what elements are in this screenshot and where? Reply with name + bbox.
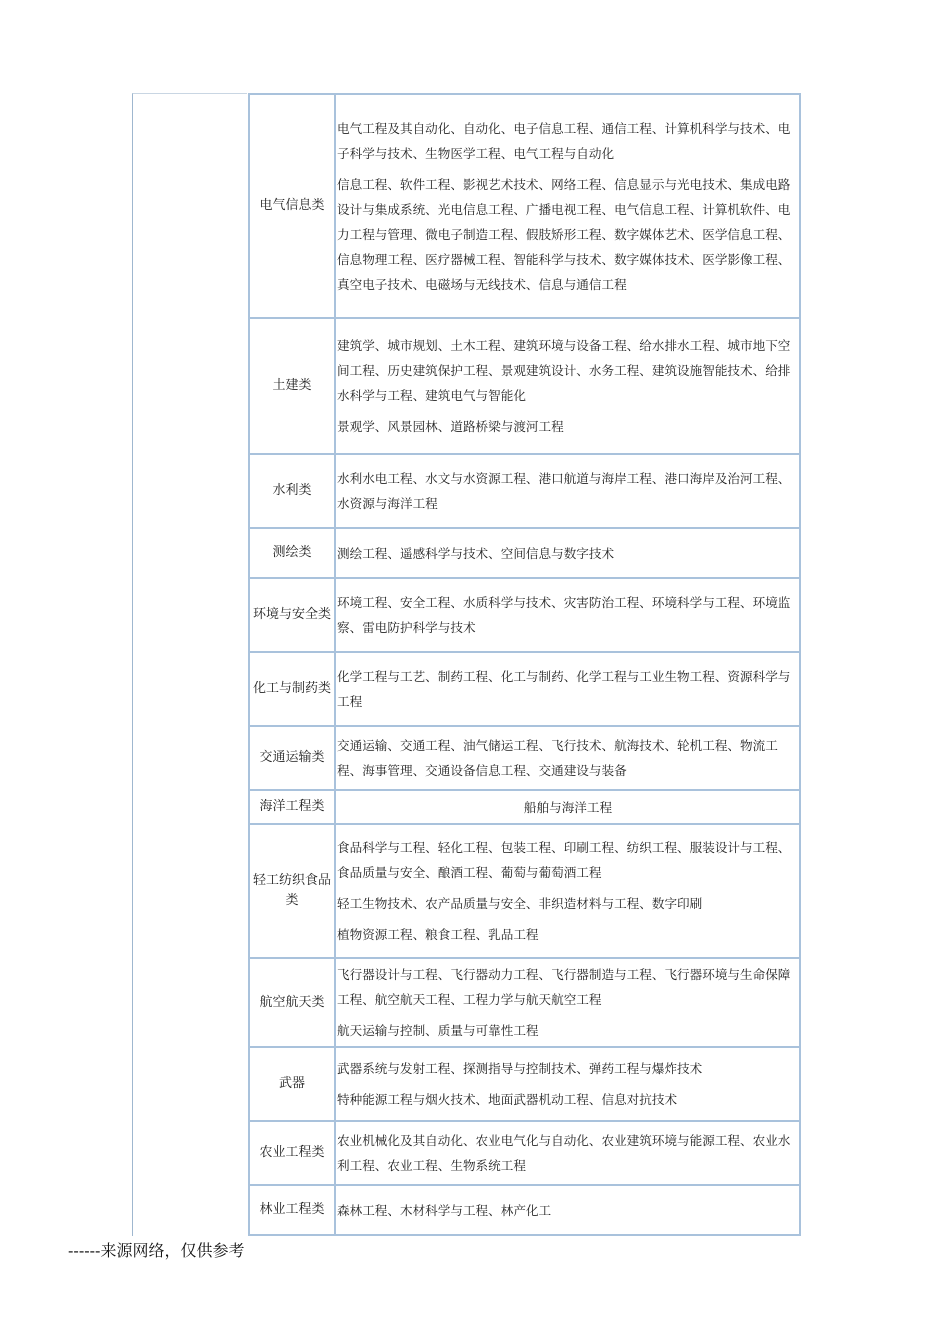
category-cell: 测绘类 bbox=[249, 528, 335, 578]
majors-line: 测绘工程、遥感科学与技术、空间信息与数字技术 bbox=[337, 545, 615, 561]
table-row bbox=[249, 94, 800, 318]
majors-cell bbox=[335, 578, 800, 652]
table-row bbox=[249, 454, 800, 528]
table-row bbox=[249, 578, 800, 652]
category-cell: 水利类 bbox=[249, 454, 335, 528]
table-row bbox=[249, 824, 800, 958]
majors-line: 航天运输与控制、质量与可靠性工程 bbox=[337, 1023, 539, 1038]
table-row bbox=[249, 726, 800, 790]
table-row bbox=[249, 318, 800, 454]
majors-cell bbox=[335, 94, 800, 318]
majors-line: 建筑学、城市规划、土木工程、建筑环境与设备工程、给水排水工程、城市地下空间工程、历史建筑保护工程、景观建筑设计、水务工程、建筑设施智能技术、给排水科学与工程、建筑电气与智能化 bbox=[337, 338, 791, 403]
category-cell: 轻工纺织食品类 bbox=[249, 824, 335, 958]
majors-line: 森林工程、木材科学与工程、林产化工 bbox=[337, 1202, 552, 1218]
majors-line: 化学工程与工艺、制药工程、化工与制药、化学工程与工业生物工程、资源科学与工程 bbox=[337, 669, 791, 709]
majors-line: 武器系统与发射工程、探测指导与控制技术、弹药工程与爆炸技术 bbox=[337, 1061, 703, 1076]
category-cell: 林业工程类 bbox=[249, 1185, 335, 1235]
category-cell: 武器 bbox=[249, 1047, 335, 1121]
table-row bbox=[249, 652, 800, 726]
majors-cell bbox=[335, 318, 800, 454]
table-row bbox=[249, 528, 800, 578]
majors-line: 植物资源工程、粮食工程、乳品工程 bbox=[337, 927, 539, 942]
majors-cell bbox=[335, 1185, 800, 1235]
category-cell: 土建类 bbox=[249, 318, 335, 454]
category-cell: 航空航天类 bbox=[249, 958, 335, 1047]
majors-line: 船舶与海洋工程 bbox=[523, 799, 613, 815]
majors-cell bbox=[335, 1121, 800, 1185]
table-row bbox=[249, 1121, 800, 1185]
table-row bbox=[249, 1185, 800, 1235]
category-cell: 交通运输类 bbox=[249, 726, 335, 790]
majors-line: 水利水电工程、水文与水资源工程、港口航道与海岸工程、港口海岸及治河工程、水资源与海洋工程 bbox=[337, 471, 791, 511]
majors-cell bbox=[335, 726, 800, 790]
majors-cell bbox=[335, 528, 800, 578]
left-merged-column bbox=[132, 93, 247, 1236]
majors-line: 信息工程、软件工程、影视艺术技术、网络工程、信息显示与光电技术、集成电路设计与集成系统、光电信息工程、广播电视工程、电气信息工程、计算机软件、电力工程与管理、微电子制造工程、假肢矫形工程、数字媒体艺术、医学信息工程、信息物理工程、医疗器械工程、智能科学与技术、数字媒体技术、医学影像工程、真空电子技术、电磁场与无线技术、信息与通信工程 bbox=[337, 177, 791, 292]
majors-line: 食品科学与工程、轻化工程、包装工程、印刷工程、纺织工程、服装设计与工程、食品质量与安全、酿酒工程、葡萄与葡萄酒工程 bbox=[337, 840, 791, 880]
majors-line: 环境工程、安全工程、水质科学与技术、灾害防治工程、环境科学与工程、环境监察、雷电防护科学与技术 bbox=[337, 595, 791, 635]
table-row bbox=[249, 790, 800, 824]
category-cell: 电气信息类 bbox=[249, 94, 335, 318]
majors-cell bbox=[335, 652, 800, 726]
majors-line: 电气工程及其自动化、自动化、电子信息工程、通信工程、计算机科学与技术、电子科学与技术、生物医学工程、电气工程与自动化 bbox=[337, 121, 791, 161]
majors-cell bbox=[335, 790, 800, 824]
majors-line: 飞行器设计与工程、飞行器动力工程、飞行器制造与工程、飞行器环境与生命保障工程、航空航天工程、工程力学与航天航空工程 bbox=[337, 967, 791, 1007]
category-cell: 环境与安全类 bbox=[249, 578, 335, 652]
category-cell: 化工与制药类 bbox=[249, 652, 335, 726]
majors-cell bbox=[335, 454, 800, 528]
table-row bbox=[249, 958, 800, 1047]
source-note: ------来源网络，仅供参考 bbox=[68, 1241, 245, 1260]
table-row bbox=[249, 1047, 800, 1121]
majors-line: 农业机械化及其自动化、农业电气化与自动化、农业建筑环境与能源工程、农业水利工程、农业工程、生物系统工程 bbox=[337, 1133, 791, 1173]
majors-line: 景观学、风景园林、道路桥梁与渡河工程 bbox=[337, 419, 564, 434]
category-cell: 农业工程类 bbox=[249, 1121, 335, 1185]
majors-line: 轻工生物技术、农产品质量与安全、非织造材料与工程、数字印刷 bbox=[337, 896, 703, 911]
majors-cell bbox=[335, 958, 800, 1047]
majors-line: 交通运输、交通工程、油气储运工程、飞行技术、航海技术、轮机工程、物流工程、海事管理、交通设备信息工程、交通建设与装备 bbox=[337, 738, 778, 778]
majors-table bbox=[248, 93, 801, 1236]
majors-cell bbox=[335, 1047, 800, 1121]
majors-cell bbox=[335, 824, 800, 958]
category-cell: 海洋工程类 bbox=[249, 790, 335, 824]
majors-line: 特种能源工程与烟火技术、地面武器机动工程、信息对抗技术 bbox=[337, 1092, 678, 1107]
